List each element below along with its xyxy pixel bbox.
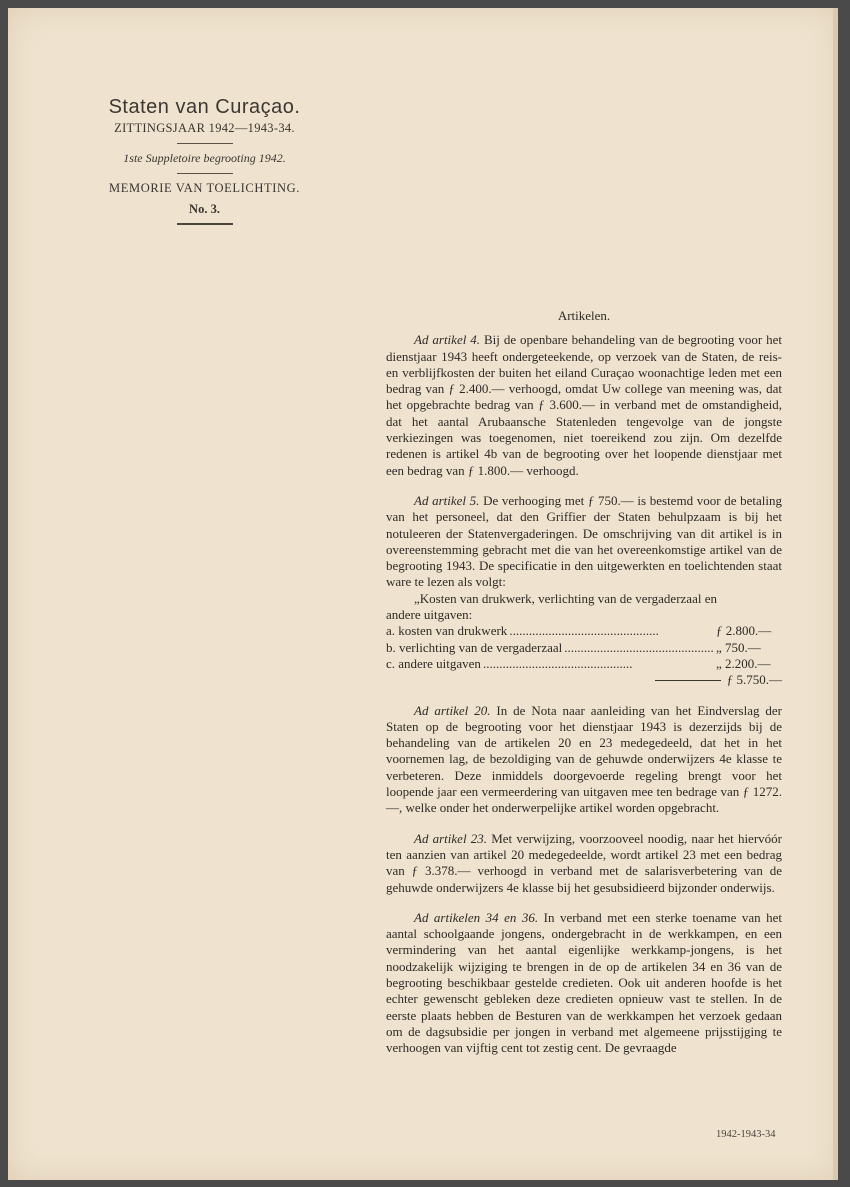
cost-item-label: b. verlichting van de vergaderzaal	[386, 639, 563, 655]
cost-item	[386, 656, 782, 672]
header-memo: MEMORIE VAN TOELICHTING.	[109, 181, 300, 195]
quote-line: „Kosten van drukwerk, verlichting van de vergaderzaal en	[414, 590, 717, 606]
cost-total-amount: ƒ 5.750.—	[726, 672, 782, 688]
paragraph-art34-36	[386, 910, 782, 1057]
header-session: ZITTINGSJAAR 1942—1943-34.	[114, 121, 295, 135]
cost-item	[386, 640, 782, 656]
cost-item-label: a. kosten van drukwerk	[386, 623, 508, 639]
article-text: De verhooging met ƒ 750.— is bestemd voor de betaling van het personeel, dat den Griffier der Staten behulpzaam is bij het notuleeren der Statenvergaderingen. De omschrijving van dit artikel is in overeenstemming gebracht met die van het overeenkomstige artikel van de begrooting 1943. De specificatie in den uitgewerkten en toelichtenden staat ware te lezen als volgt:	[386, 492, 782, 590]
cost-item-amount: „ 2.200.—	[716, 655, 771, 671]
cost-item-amount: ƒ 2.800.—	[716, 623, 772, 639]
header-number: No. 3.	[189, 202, 220, 216]
header-divider	[177, 143, 233, 144]
header-divider	[177, 173, 233, 174]
article-label: Ad artikel 20.	[414, 702, 491, 718]
paragraph-art5	[386, 493, 782, 591]
total-rule	[655, 680, 721, 681]
cost-item	[386, 623, 782, 639]
leader-dots: ..............................................	[482, 655, 633, 671]
section-title: Artikelen.	[557, 308, 611, 323]
cost-item-amount: „ 750.—	[716, 639, 761, 655]
article-text: Bij de openbare behandeling van de begrooting voor het dienstjaar 1943 heeft ondergeteekende, op verzoek van de Staten, de reis- en verblijfkosten der buiten het eiland Curaçao woonachtige leden met een bedrag van ƒ 2.400.— verhoogd, omdat Uw college van meening was, dat het opgebrachte bedrag van ƒ 3.600.— in verband met de omstandigheid, dat het aantal Arubaansche Statenleden tengevolge van de jongste verkiezingen was toegenomen, niet toereikend zou zijn. Om dezelfde redenen is artikel 4b van de begrooting over het loopende dienstjaar met een bedrag van ƒ 1.800.— verhoogd.	[386, 332, 782, 478]
cost-item-label: c. andere uitgaven	[386, 655, 481, 671]
header-supplement: 1ste Suppletoire begrooting 1942.	[123, 151, 286, 165]
leader-dots: ..............................................	[564, 639, 714, 655]
header-title: Staten van Curaçao.	[108, 96, 301, 118]
quote-line: andere uitgaven:	[386, 607, 473, 623]
page-edge	[833, 8, 838, 1180]
leader-dots: ..............................................	[509, 623, 659, 639]
article-label: Ad artikelen 34 en 36.	[414, 909, 539, 925]
document-header	[92, 96, 317, 225]
paragraph-art20	[386, 703, 782, 817]
article-label: Ad artikel 4.	[414, 332, 481, 348]
cost-total	[386, 672, 782, 688]
document-body	[386, 308, 782, 1056]
article-label: Ad artikel 23.	[414, 830, 487, 846]
header-divider	[177, 223, 233, 225]
paragraph-art23	[386, 831, 782, 896]
article-label: Ad artikel 5.	[414, 492, 480, 508]
article-text: Met verwijzing, voorzooveel noodig, naar het hiervóór ten aanzien van artikel 20 medegedeelde, wordt artikel 23 met een bedrag van ƒ 3.378.— verhoogd in verband met de salarisverbetering van de gehuwde onderwijzers 4e klasse bij het gesubsidieerd bijzonder onderwijs.	[386, 830, 782, 895]
article-text: In verband met een sterke toename van het aantal schoolgaande jongens, ondergebracht in de werkkampen, en een vermindering van het aantal eigenlijke werkkamp-jongens, is het noodzakelijk wijziging te brengen in de op de artikelen 34 en 36 van de begrooting beschikbaar gestelde credieten. Ook uit anderen hoofde is het echter gewenscht gebleken deze credieten opnieuw vast te stellen. In de eerste plaats hebben de Besturen van de werkkampen het verzoek gedaan om de dagsubsidie per jongen in verband met algemeene prijsstijging te verhoogen van vijftig cent tot zestig cent. De gevraagde	[386, 909, 783, 1056]
paragraph-art4	[386, 332, 782, 479]
page-footer: 1942-1943-34	[716, 1129, 776, 1140]
article-text: In de Nota naar aanleiding van het Eindverslag der Staten op de begrooting voor het dienstjaar 1943 is dezerzijds bij de behandeling van de artikelen 20 en 23 medegedeeld, dat het in het voornemen lag, de bezoldiging van de gehuwde onderwijzers 4e klasse te verbeteren. Deze inmiddels doorgevoerde regeling brengt voor het loopende jaar een vermeerdering van uitgaven mee ten bedrage van ƒ 1272.—, welke onder het onderwerpelijke artikel worden opgebracht.	[386, 702, 782, 816]
